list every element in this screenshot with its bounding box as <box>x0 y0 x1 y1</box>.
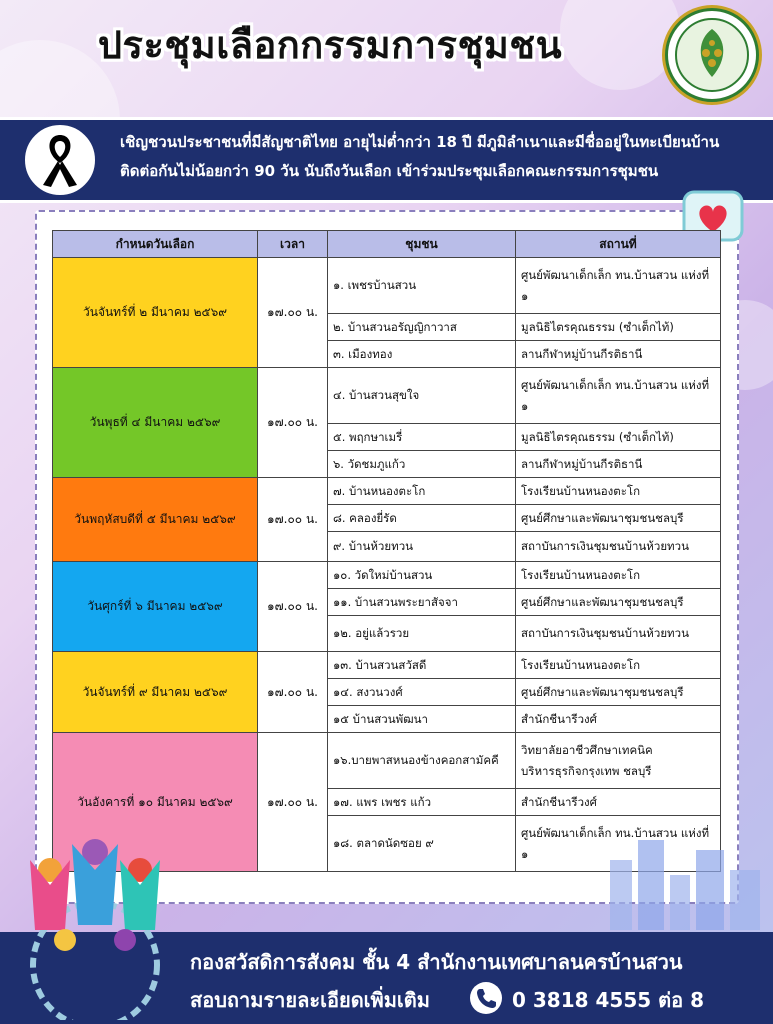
community-cell: ๑๕ บ้านสวนพัฒนา <box>328 706 516 733</box>
page-title: ประชุมเลือกกรรมการชุมชน <box>97 23 563 67</box>
time-cell: ๑๗.๐๐ น. <box>258 733 328 872</box>
venue-cell: ศูนย์ศึกษาและพัฒนาชุมชนชลบุรี <box>516 589 721 616</box>
table-row <box>53 652 721 679</box>
table-row <box>53 368 721 424</box>
phone-icon <box>470 982 502 1014</box>
community-cell: ๑๓. บ้านสวนสวัสดี <box>328 652 516 679</box>
time-cell: ๑๗.๐๐ น. <box>258 562 328 652</box>
invitation-text <box>120 128 765 186</box>
venue-cell: ลานกีฬาหมู่บ้านกีรติธานี <box>516 451 721 478</box>
venue-cell: ศูนย์ศึกษาและพัฒนาชุมชนชลบุรี <box>516 505 721 532</box>
table-row <box>53 478 721 505</box>
venue-cell: ลานกีฬาหมู่บ้านกีรติธานี <box>516 341 721 368</box>
header-venue: สถานที่ <box>516 231 721 258</box>
time-cell: ๑๗.๐๐ น. <box>258 478 328 562</box>
community-cell: ๖. วัดชมภูแก้ว <box>328 451 516 478</box>
venue-cell: สถาบันการเงินชุมชนบ้านห้วยทวน <box>516 532 721 562</box>
community-cell: ๘. คลองยี่รัด <box>328 505 516 532</box>
community-cell: ๓. เมืองทอง <box>328 341 516 368</box>
venue-cell: วิทยาลัยอาชีวศึกษาเทคนิค บริหารธุรกิจกรุงเทพ ชลบุรี <box>516 733 721 789</box>
date-cell: วันจันทร์ที่ ๒ มีนาคม ๒๕๖๙ <box>53 258 258 368</box>
schedule-table <box>52 230 721 872</box>
community-cell: ๙. บ้านห้วยทวน <box>328 532 516 562</box>
community-cell: ๑๖.บายพาสหนองข้างคอกสามัคคี <box>328 733 516 789</box>
header-community: ชุมชน <box>328 231 516 258</box>
footer-office: กองสวัสดิการสังคม ชั้น 4 สำนักงานเทศบาลนครบ้านสวน <box>190 950 683 974</box>
footer-phone-number: 0 3818 4555 ต่อ 8 <box>512 988 705 1012</box>
table-row <box>53 258 721 314</box>
municipality-seal-icon <box>665 8 759 102</box>
community-cell: ๑๘. ตลาดนัดซอย ๙ <box>328 816 516 872</box>
venue-cell: ศูนย์พัฒนาเด็กเล็ก ทน.บ้านสวน แห่งที่ ๑ <box>516 368 721 424</box>
invitation-line-2: ติดต่อกันไม่น้อยกว่า 90 วัน นับถึงวันเลือก เข้าร่วมประชุมเลือกคณะกรรมการชุมชน <box>120 162 659 180</box>
invitation-line-1: เชิญชวนประชาชนที่มีสัญชาติไทย อายุไม่ต่ำกว่า 18 ปี มีภูมิลำเนาและมีชื่ออยู่ในทะเบียนบ้าน <box>120 133 720 151</box>
community-cell: ๑๗. แพร เพชร แก้ว <box>328 789 516 816</box>
mourning-ribbon-icon <box>22 122 98 198</box>
time-cell: ๑๗.๐๐ น. <box>258 652 328 733</box>
community-cell: ๑. เพชรบ้านสวน <box>328 258 516 314</box>
venue-cell: โรงเรียนบ้านหนองตะโก <box>516 562 721 589</box>
table-row <box>53 562 721 589</box>
community-cell: ๑๑. บ้านสวนพระยาสัจจา <box>328 589 516 616</box>
venue-cell: ศูนย์พัฒนาเด็กเล็ก ทน.บ้านสวน แห่งที่ ๑ <box>516 258 721 314</box>
venue-cell: สำนักชีนารีวงศ์ <box>516 706 721 733</box>
community-cell: ๒. บ้านสวนอรัญญิกาวาส <box>328 314 516 341</box>
community-cell: ๔. บ้านสวนสุขใจ <box>328 368 516 424</box>
community-people-icon <box>10 830 180 1020</box>
table-row <box>53 733 721 789</box>
community-cell: ๑๔. สงวนวงศ์ <box>328 679 516 706</box>
venue-cell: มูลนิธิไตรคุณธรรม (ซำเต็กไท้) <box>516 314 721 341</box>
community-cell: ๑๒. อยู่แล้วรวย <box>328 616 516 652</box>
footer-inquiry-label: สอบถามรายละเอียดเพิ่มเติม <box>190 988 430 1012</box>
venue-cell: มูลนิธิไตรคุณธรรม (ซำเต็กไท้) <box>516 424 721 451</box>
venue-cell: โรงเรียนบ้านหนองตะโก <box>516 652 721 679</box>
venue-cell: สำนักชีนารีวงศ์ <box>516 789 721 816</box>
header-date: กำหนดวันเลือก <box>53 231 258 258</box>
venue-cell: โรงเรียนบ้านหนองตะโก <box>516 478 721 505</box>
header-time: เวลา <box>258 231 328 258</box>
date-cell: วันพฤหัสบดีที่ ๕ มีนาคม ๒๕๖๙ <box>53 478 258 562</box>
time-cell: ๑๗.๐๐ น. <box>258 258 328 368</box>
community-cell: ๑๐. วัดใหม่บ้านสวน <box>328 562 516 589</box>
date-cell: วันจันทร์ที่ ๙ มีนาคม ๒๕๖๙ <box>53 652 258 733</box>
date-cell: วันอังคารที่ ๑๐ มีนาคม ๒๕๖๙ <box>53 733 258 872</box>
table-header-row <box>53 231 721 258</box>
community-cell: ๕. พฤกษาเมรี่ <box>328 424 516 451</box>
city-skyline-decoration <box>600 820 773 930</box>
time-cell: ๑๗.๐๐ น. <box>258 368 328 478</box>
venue-cell: ศูนย์พัฒนาเด็กเล็ก ทน.บ้านสวน แห่งที่ ๑ <box>516 816 721 872</box>
date-cell: วันศุกร์ที่ ๖ มีนาคม ๒๕๖๙ <box>53 562 258 652</box>
venue-cell: สถาบันการเงินชุมชนบ้านห้วยทวน <box>516 616 721 652</box>
venue-cell: ศูนย์ศึกษาและพัฒนาชุมชนชลบุรี <box>516 679 721 706</box>
date-cell: วันพุธที่ ๔ มีนาคม ๒๕๖๙ <box>53 368 258 478</box>
community-cell: ๗. บ้านหนองตะโก <box>328 478 516 505</box>
